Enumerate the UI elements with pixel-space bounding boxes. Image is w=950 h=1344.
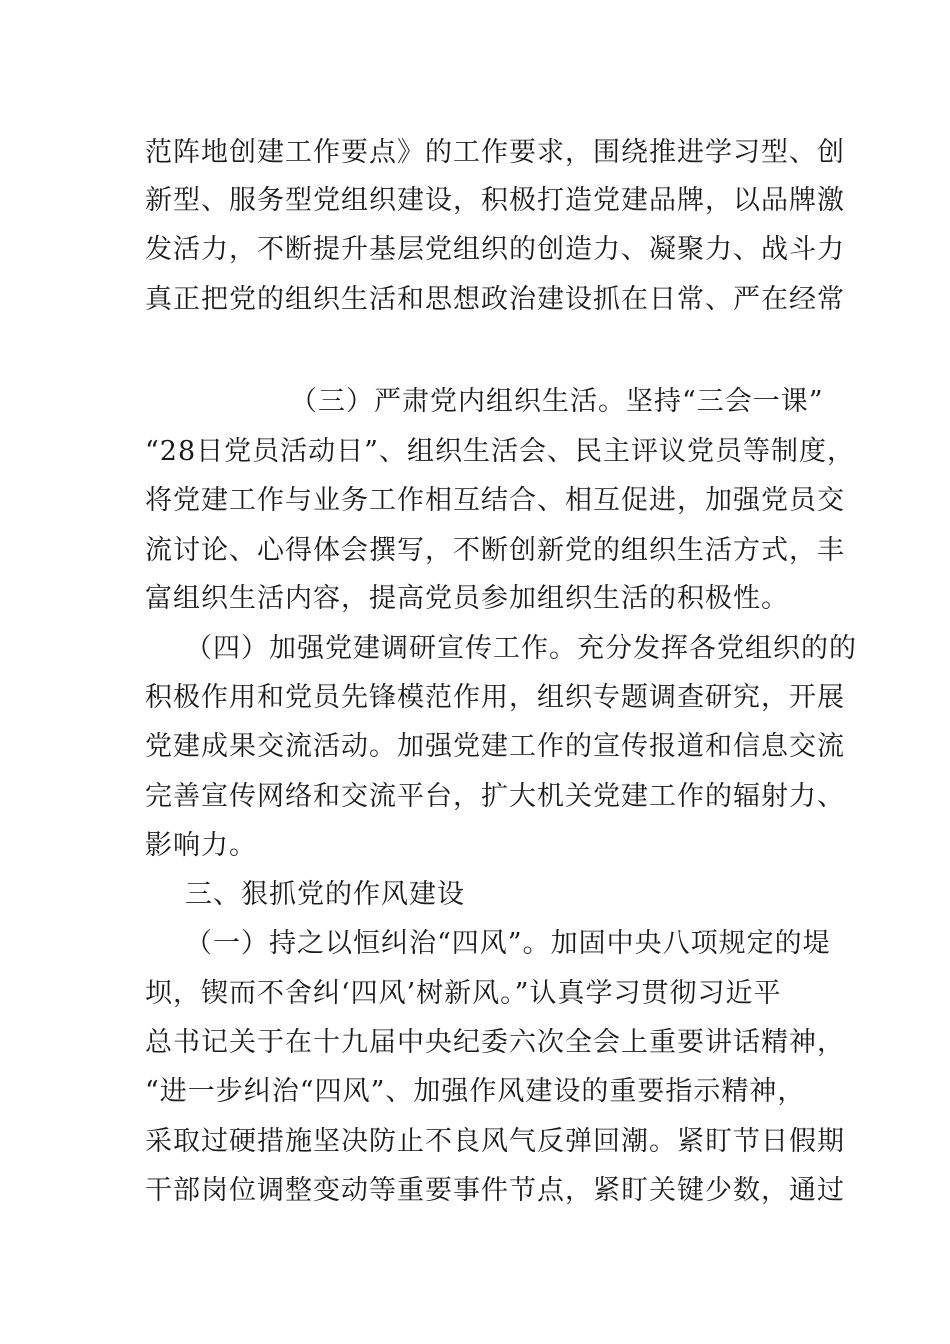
body-text-line: 流讨论、心得体会撰写，不断创新党的组织生活方式，丰 (145, 535, 845, 566)
section-heading-line: （一）持之以恒纠治“四风”。加固中央八项规定的堤 (185, 928, 831, 959)
body-text-line: 党建成果交流活动。加强党建工作的宣传报道和信息交流 (145, 731, 845, 762)
body-text-line: 新型、服务型党组织建设，积极打造党建品牌，以品牌激 (145, 185, 845, 216)
body-text-line: 采取过硬措施坚决防止不良风气反弹回潮。紧盯节日假期 (145, 1126, 845, 1157)
body-text-line: 影响力。 (145, 830, 257, 861)
body-text-line: 发活力，不断提升基层党组织的创造力、凝聚力、战斗力 (145, 234, 845, 265)
body-text-line: 完善宣传网络和交流平台，扩大机关党建工作的辐射力、 (145, 781, 845, 812)
body-text-line: 总书记关于在十九届中央纪委六次全会上重要讲话精神， (145, 1027, 845, 1058)
chapter-heading-line: 三、狠抓党的作风建设 (185, 879, 465, 910)
body-text-line: “进一步纠治“四风”、加强作风建设的重要指示精神， (145, 1076, 806, 1107)
body-text-line: 将党建工作与业务工作相互结合、相互促进，加强党员交 (145, 485, 845, 516)
body-text-line: “28日党员活动日”、组织生活会、民主评议党员等制度， (145, 436, 855, 467)
body-text-line: 范阵地创建工作要点》的工作要求，围绕推进学习型、创 (145, 137, 845, 168)
section-heading-line: （四）加强党建调研宣传工作。充分发挥各党组织的的 (185, 633, 857, 664)
body-text-line: 干部岗位调整变动等重要事件节点，紧盯关键少数，通过 (145, 1175, 845, 1206)
body-text-line: 积极作用和党员先锋模范作用，组织专题调查研究，开展 (145, 682, 845, 713)
body-text-line: 真正把党的组织生活和思想政治建设抓在日常、严在经常 (145, 284, 845, 315)
body-text-line: 坝，锲而不舍纠‘四风’树新风。”认真学习贯彻习近平 (145, 978, 782, 1009)
body-text-line: 富组织生活内容，提高党员参加组织生活的积极性。 (145, 583, 789, 614)
section-heading-line: （三）严肃党内组织生活。坚持“三会一课” (290, 386, 824, 417)
